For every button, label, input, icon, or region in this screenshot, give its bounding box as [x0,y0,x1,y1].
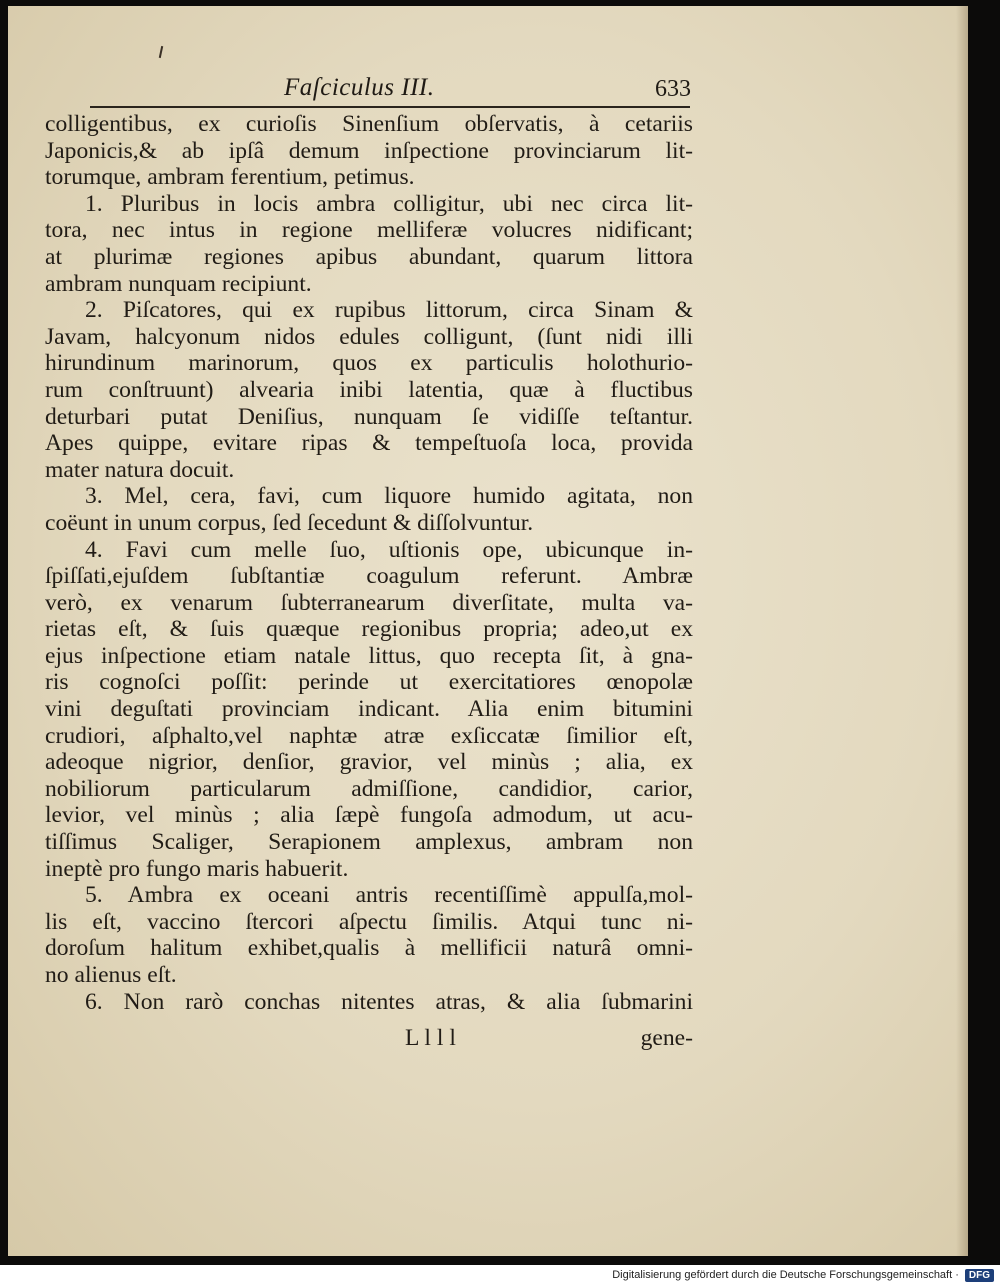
text-line: ris cognoſci poſſit: perinde ut exercitatiores œnopolæ [45,669,693,696]
text-line: coëunt in unum corpus, ſed ſecedunt & diſſolvuntur. [45,509,534,536]
text-line: 5. Ambra ex oceani antris recentiſſimè appulſa,mol- [85,882,693,909]
text-line: ejus inſpectione etiam natale littus, quo recepta ſit, à gna- [45,642,693,669]
text-line: mater natura docuit. [45,456,235,483]
text-line: ineptè pro fungo maris habuerit. [45,855,349,882]
header-rule [90,106,690,108]
text-line: lis eſt, vaccino ſtercori aſpectu ſimilis. Atqui tunc ni- [45,908,693,935]
text-line: doroſum halitum exhibet,qualis à mellificii naturâ omni- [45,935,693,962]
text-line: 3. Mel, cera, favi, cum liquore humido agitata, non [85,483,693,510]
text-line: torumque, ambram ferentium, petimus. [45,164,415,191]
text-line: crudiori, aſphalto,vel naphtæ atræ exſiccatæ ſimilior eſt, [45,722,693,749]
book-page [8,6,968,1256]
text-line: ambram nunquam recipiunt. [45,270,312,297]
dfg-logo: DFG [965,1269,994,1282]
text-line: deturbari putat Deniſius, nunquam ſe vidiſſe teſtantur. [45,403,693,430]
text-line: nobiliorum particularum admiſſione, candidior, carior, [45,775,693,802]
page-number: 633 [655,76,691,102]
running-head [8,74,968,108]
running-head-title: Faſciculus III. [284,74,435,101]
text-line: Apes quippe, evitare ripas & tempeſtuoſa loca, provida [45,430,693,457]
text-line: 1. Pluribus in locis ambra colligitur, ubi nec circa lit- [85,190,693,217]
page-edge-shadow [956,6,968,1256]
text-line: 4. Favi cum melle ſuo, uſtionis ope, ubicunque in- [85,536,693,563]
text-line: ſpiſſati,ejuſdem ſubſtantiæ coagulum referunt. Ambræ [45,563,693,590]
text-line: colligentibus, ex curioſis Sinenſium obſervatis, à cetariis [45,111,693,137]
digitization-credit [612,1266,994,1284]
catchline [45,1025,693,1053]
text-line: Japonicis,& ab ipſâ demum inſpectione provinciarum lit- [45,137,693,164]
text-line: at plurimæ regiones apibus abundant, quarum littora [45,243,693,270]
text-line: 2. Piſcatores, qui ex rupibus littorum, circa Sinam & [85,297,693,324]
credit-text: Digitalisierung gefördert durch die Deutsche Forschungsgemeinschaft · [612,1269,959,1281]
text-line: tiſſimus Scaliger, Serapionem amplexus, ambram non [45,829,693,856]
signature-mark: L l l l [405,1025,456,1051]
text-line: 6. Non rarò conchas nitentes atras, & alia ſubmarini [85,988,693,1015]
text-line: verò, ex venarum ſubterranearum diverſitate, multa va- [45,589,693,616]
text-line: tora, nec intus in regione melliferæ volucres nidificant; [45,217,693,244]
catchword: gene- [640,1025,693,1051]
text-line: rum conſtruunt) alvearia inibi latentia, quæ à fluctibus [45,376,693,403]
body-text [45,111,693,1015]
text-line: rietas eſt, & ſuis quæque regionibus propria; adeo,ut ex [45,616,693,643]
ink-mark [159,46,163,58]
text-line: levior, vel minùs ; alia ſæpè fungoſa admodum, ut acu- [45,802,693,829]
text-line: Javam, halcyonum nidos edules colligunt, (ſunt nidi illi [45,323,693,350]
text-line: adeoque nigrior, denſior, gravior, vel minùs ; alia, ex [45,749,693,776]
text-line: hirundinum marinorum, quos ex particulis holothurio- [45,350,693,377]
text-line: no alienus eſt. [45,962,177,988]
text-line: vini deguſtati provinciam indicant. Alia enim bitumini [45,696,693,723]
